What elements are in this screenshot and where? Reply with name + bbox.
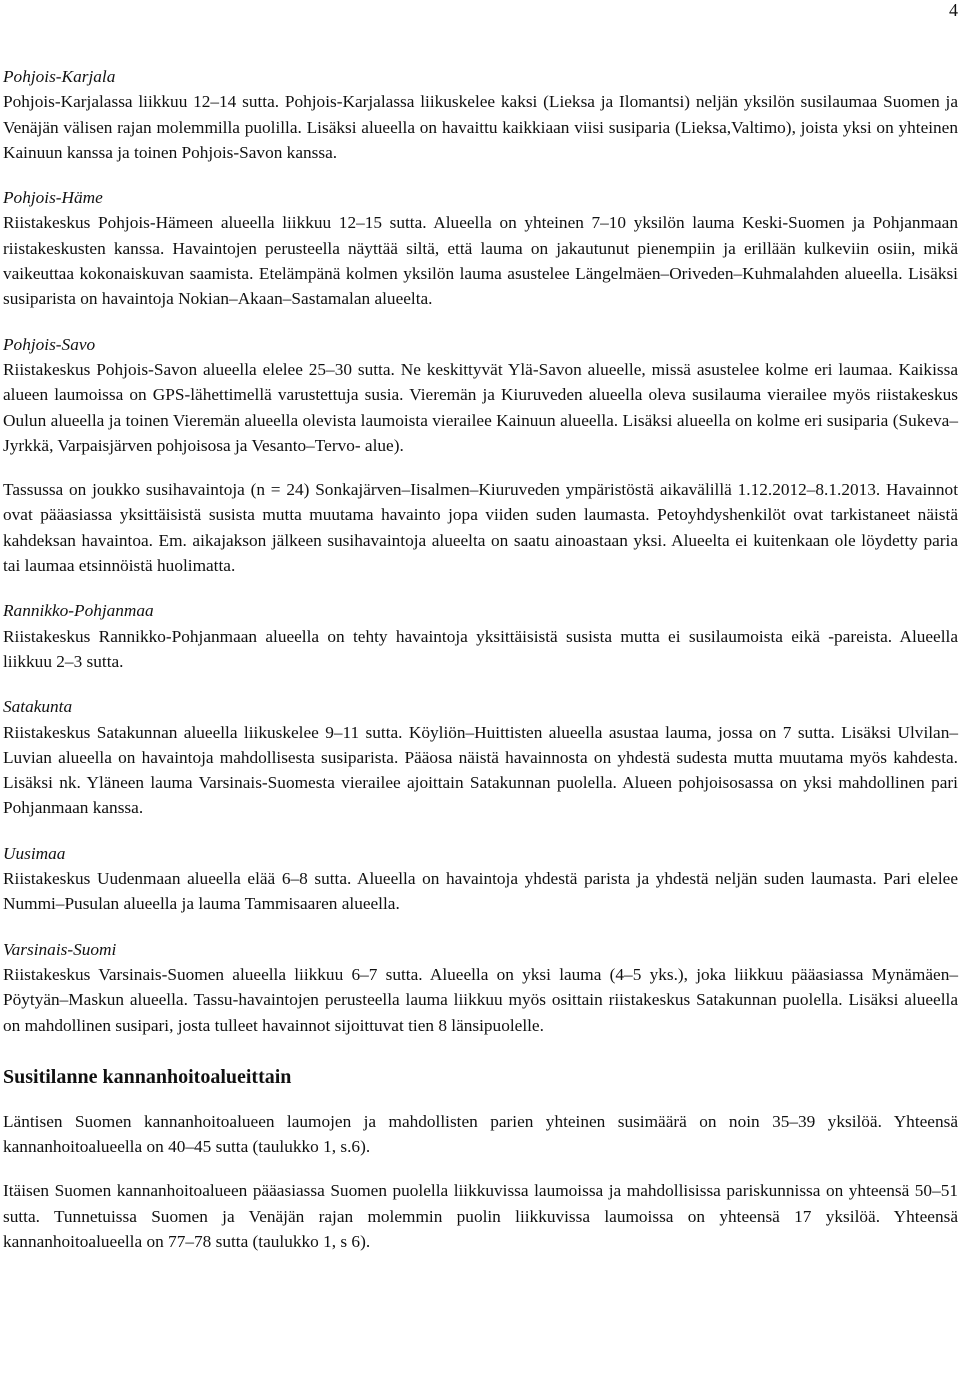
section-heading: Pohjois-Karjala	[3, 67, 116, 86]
section-uusimaa	[3, 841, 958, 917]
section-heading: Uusimaa	[3, 843, 66, 863]
section-rannikko-pohjanmaa	[3, 598, 958, 674]
section-paragraph: Riistakeskus Pohjois-Hämeen alueella liikkuu 12–15 sutta. Alueella on yhteinen 7–10 yksilön lauma Keski-Suomen ja Pohjanmaan riistakeskusten kanssa. Havaintojen perusteella näyttää siltä, että lauma on jakautunut pienempiin ja erillään kulkeviin osiin, mikä vaikeuttaa kokonaiskuvan saamista. Etelämpänä kolmen yksilön lauma asustelee Längelmäen–Oriveden–Kuhmalahden alueella. Lisäksi susiparista on havaintoja Nokian–Akaan–Sastamalan alueelta.	[3, 213, 958, 309]
section-satakunta	[3, 694, 958, 820]
section-heading: Satakunta	[3, 697, 73, 717]
section-heading: Pohjois-Häme	[3, 188, 103, 208]
section-paragraph: Riistakeskus Uudenmaan alueella elää 6–8 sutta. Alueella on havaintoja yhdestä parista ja yhdestä neljän suden laumasta. Pari elelee Nummi–Pusulan alueella ja lauma Tammisaaren alueella.	[3, 869, 958, 914]
major-heading: Susitilanne kannanhoitoalueittain	[3, 1065, 292, 1088]
page-number: 4	[949, 0, 958, 20]
section-paragraph: Pohjois-Karjalassa liikkuu 12–14 sutta. Pohjois-Karjalassa liikuskelee kaksi (Lieksa ja Ilomantsi) neljän yksilön susilaumaa Suomen ja Venäjän välisen rajan molemmilla puolilla. Lisäksi alueella on havaittu kaikkiaan viisi susiparia (Lieksa,Valtimo), joista yksi on yhteinen Kainuun kanssa ja toinen Pohjois-Savon kanssa.	[3, 92, 958, 162]
section-paragraph: Riistakeskus Rannikko-Pohjanmaan alueella on tehty havaintoja yksittäisistä susista mutta ei susilaumoista eikä -pareista. Alueella liikkuu 2–3 sutta.	[3, 626, 958, 671]
document-body	[3, 64, 958, 1254]
closing-paragraph: Itäisen Suomen kannanhoitoalueen pääasiassa Suomen puolella liikkuvissa laumoissa ja mahdollisissa pariskunnissa on yhteensä 50–51 sutta. Tunnetuissa Suomen ja Venäjän rajan molemmin puolin liikkuvissa laumoissa on yhteensä 17 yksilöä. Yhteensä kannanhoitoalueella on 77–78 sutta (taulukko 1, s 6).	[3, 1181, 958, 1251]
section-pohjois-karjala	[3, 64, 958, 165]
section-paragraph-extra: Tassussa on joukko susihavaintoja (n = 24) Sonkajärven–Iisalmen–Kiuruveden ympäristöstä aikavälillä 1.12.2012–8.1.2013. Havainnot ovat pääasiassa yksittäisistä susista mutta muutama havainto jopa viiden suden laumasta. Petoyhdyshenkilöt ovat tarkistaneet näistä kahdeksan havaintoa. Em. aikajakson jälkeen susihavaintoja alueelta on saatu ainoastaan yksi. Alueelta ei kuitenkaan ole löydetty paria tai laumaa etsinnöistä huolimatta.	[3, 480, 958, 576]
section-pohjois-hame	[3, 185, 958, 311]
section-paragraph: Riistakeskus Satakunnan alueella liikuskelee 9–11 sutta. Köyliön–Huittisten alueella asustaa lauma, jossa on 7 sutta. Lisäksi Ulvilan–Luvian alueella on havaintoja mahdollisesta susiparista. Pääosa näistä havainnosta on yhdestä sudesta mutta muutama myös kahdesta. Lisäksi nk. Yläneen lauma Varsinais-Suomesta vierailee ajoittain Satakunnan puolella. Alueen pohjoisosassa on yksi mahdollinen pari Pohjanmaan kanssa.	[3, 722, 958, 818]
section-heading: Rannikko-Pohjanmaa	[3, 601, 154, 621]
section-pohjois-savo	[3, 332, 958, 579]
section-paragraph: Riistakeskus Pohjois-Savon alueella elelee 25–30 sutta. Ne keskittyvät Ylä-Savon alueelle, missä asustelee kolme eri laumaa. Kaikissa alueen laumoissa on GPS-lähettimellä varustettuja susia. Vieremän ja Kiuruveden alueella oleva susilauma vierailee myös riistakeskus Oulun alueella ja toinen Vieremän alueella olevista laumoista vierailee Kainuun alueella. Lisäksi alueella on kolme eri susiparia (Sukeva–Jyrkkä, Varpaisjärven pohjoisosa ja Vesanto–Tervo- alue).	[3, 359, 958, 455]
closing-paragraph: Läntisen Suomen kannanhoitoalueen laumojen ja mahdollisten parien yhteinen susimäärä on noin 35–39 yksilöä. Yhteensä kannanhoitoalueella on 40–45 sutta (taulukko 1, s.6).	[3, 1111, 958, 1157]
section-heading: Varsinais-Suomi	[3, 939, 117, 959]
section-heading: Pohjois-Savo	[3, 334, 96, 354]
section-varsinais-suomi	[3, 937, 958, 1038]
section-paragraph: Riistakeskus Varsinais-Suomen alueella liikkuu 6–7 sutta. Alueella on yksi lauma (4–5 yks.), joka liikkuu pääasiassa Mynämäen–Pöytyän–Maskun alueella. Tassu-havaintojen perusteella lauma liikkuu myös osittain riistakeskus Satakunnan puolella. Lisäksi alueella on mahdollinen susipari, josta tulleet havainnot sijoittuvat tien 8 länsipuolelle.	[3, 964, 958, 1035]
